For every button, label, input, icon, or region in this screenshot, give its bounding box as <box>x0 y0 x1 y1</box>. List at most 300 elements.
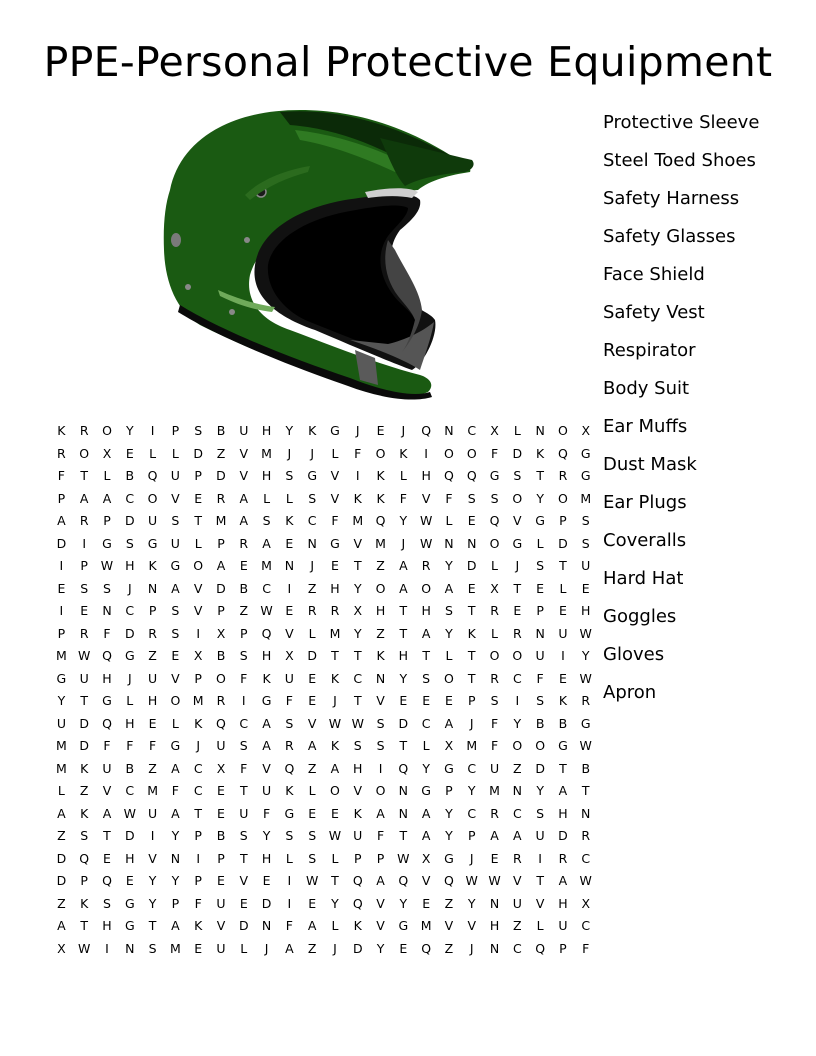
grid-letter: W <box>419 535 433 551</box>
grid-letter: L <box>126 693 134 708</box>
grid-letter: C <box>512 670 522 686</box>
grid-letter: N <box>489 940 500 956</box>
grid-letter: F <box>103 738 111 753</box>
grid-letter: D <box>79 738 90 753</box>
grid-letter: L <box>491 625 499 641</box>
grid-letter: P <box>171 423 180 438</box>
grid-letter: Y <box>399 513 408 528</box>
grid-letter: T <box>513 580 522 596</box>
grid-letter: X <box>102 445 112 461</box>
grid-letter: O <box>375 783 386 798</box>
grid-letter: L <box>57 783 65 798</box>
grid-letter: Y <box>331 895 339 911</box>
grid-letter: S <box>262 513 271 528</box>
grid-row <box>50 758 597 781</box>
grid-letter: P <box>467 693 476 708</box>
grid-letter: Z <box>216 445 226 461</box>
word-list-item: Safety Harness <box>603 188 740 209</box>
grid-letter: V <box>239 873 249 888</box>
grid-letter: E <box>558 670 567 686</box>
grid-letter: Y <box>467 895 476 911</box>
grid-letter: E <box>513 603 522 618</box>
grid-letter: M <box>261 558 272 573</box>
grid-letter: H <box>261 423 272 438</box>
grid-letter: D <box>512 445 523 461</box>
grid-letter: T <box>467 648 476 663</box>
grid-letter: O <box>558 423 568 438</box>
grid-letter: V <box>262 760 271 776</box>
grid-letter: U <box>239 423 249 438</box>
grid-letter: P <box>80 558 88 573</box>
grid-letter: R <box>79 513 89 528</box>
grid-letter: L <box>103 468 111 483</box>
grid-letter: D <box>261 895 272 911</box>
grid-letter: G <box>421 783 431 798</box>
grid-letter: H <box>125 715 135 731</box>
grid-letter: B <box>216 648 226 663</box>
grid-letter: T <box>331 873 339 888</box>
grid-letter: F <box>536 670 544 686</box>
grid-letter: E <box>57 580 66 596</box>
grid-letter: W <box>78 940 91 956</box>
word-list-item: Ear Muffs <box>603 416 688 437</box>
grid-letter: C <box>512 805 522 821</box>
grid-letter: W <box>78 648 91 663</box>
grid-letter: V <box>535 895 545 911</box>
grid-letter: U <box>216 738 226 753</box>
grid-letter: F <box>582 940 590 956</box>
grid-letter: F <box>354 445 362 461</box>
grid-letter: S <box>513 468 522 483</box>
grid-letter: O <box>421 580 432 596</box>
grid-letter: V <box>421 490 431 506</box>
word-list-item: Hard Hat <box>603 568 684 589</box>
grid-letter: I <box>424 445 428 461</box>
grid-letter: C <box>262 580 271 596</box>
grid-letter: E <box>376 423 385 438</box>
grid-letter: P <box>103 513 111 528</box>
grid-letter: F <box>171 783 179 798</box>
word-list-item: Gloves <box>603 644 665 665</box>
grid-letter: C <box>125 783 135 798</box>
grid-letter: O <box>512 738 523 753</box>
grid-letter: F <box>126 738 134 753</box>
grid-letter: E <box>239 558 248 573</box>
grid-letter: I <box>287 580 292 596</box>
grid-letter: R <box>581 828 591 843</box>
grid-letter: M <box>375 535 386 551</box>
grid-letter: K <box>285 513 294 528</box>
grid-letter: A <box>239 513 249 528</box>
grid-letter: V <box>239 445 249 461</box>
grid-letter: I <box>241 693 246 708</box>
grid-letter: I <box>150 828 155 843</box>
grid-letter: B <box>239 580 249 596</box>
grid-letter: C <box>581 850 591 866</box>
grid-letter: E <box>80 603 89 618</box>
grid-letter: Q <box>535 940 546 956</box>
grid-letter: T <box>148 918 157 933</box>
grid-letter: L <box>331 850 339 866</box>
grid-letter: N <box>398 783 409 798</box>
grid-letter: N <box>170 850 181 866</box>
grid-letter: D <box>56 850 67 866</box>
grid-letter: H <box>421 603 431 618</box>
grid-letter: T <box>80 468 89 483</box>
grid-row <box>50 555 597 578</box>
grid-letter: E <box>558 603 567 618</box>
grid-letter: L <box>445 513 453 528</box>
grid-letter: V <box>193 603 203 618</box>
grid-letter: J <box>310 558 314 573</box>
grid-letter: C <box>353 670 363 686</box>
grid-letter: E <box>103 850 111 866</box>
grid-letter: K <box>80 760 89 776</box>
grid-letter: A <box>307 738 317 753</box>
grid-letter: F <box>194 895 202 911</box>
grid-letter: V <box>285 625 294 641</box>
grid-letter: K <box>308 423 317 438</box>
grid-letter: S <box>285 828 294 843</box>
grid-letter: T <box>581 783 590 798</box>
grid-letter: O <box>79 445 90 461</box>
grid-letter: T <box>353 693 362 708</box>
grid-letter: L <box>422 738 430 753</box>
grid-letter: O <box>375 445 386 461</box>
grid-letter: Y <box>125 423 134 438</box>
grid-letter: Q <box>444 873 454 888</box>
grid-letter: E <box>467 513 476 528</box>
grid-letter: X <box>57 940 66 956</box>
grid-letter: F <box>399 490 407 506</box>
grid-letter: V <box>171 490 180 506</box>
grid-letter: H <box>330 580 340 596</box>
grid-letter: Y <box>581 648 590 663</box>
grid-letter: R <box>79 423 89 438</box>
grid-letter: D <box>307 648 317 663</box>
grid-letter: A <box>57 805 66 821</box>
grid-letter: E <box>331 558 339 573</box>
grid-letter: X <box>581 895 591 911</box>
grid-letter: E <box>171 648 180 663</box>
grid-letter: O <box>444 670 454 686</box>
grid-letter: U <box>102 760 112 776</box>
grid-letter: Y <box>445 558 453 573</box>
grid-letter: P <box>559 513 567 528</box>
grid-letter: K <box>80 805 89 821</box>
grid-letter: D <box>193 445 203 461</box>
grid-letter: K <box>80 895 89 911</box>
grid-letter: S <box>444 603 453 618</box>
grid-letter: T <box>353 648 362 663</box>
grid-letter: R <box>558 850 568 866</box>
grid-letter: A <box>558 873 568 888</box>
grid-letter: H <box>558 895 568 911</box>
grid-letter: T <box>422 648 430 663</box>
grid-letter: S <box>285 715 294 731</box>
grid-letter: E <box>194 490 203 506</box>
helmet-icon <box>150 100 480 405</box>
grid-letter: W <box>579 670 592 686</box>
grid-letter: Z <box>79 783 89 798</box>
grid-letter: A <box>171 805 180 821</box>
grid-letter: T <box>467 670 476 686</box>
grid-letter: R <box>490 603 499 618</box>
grid-letter: Q <box>261 625 272 641</box>
grid-letter: P <box>353 850 362 866</box>
grid-letter: N <box>307 535 317 551</box>
grid-letter: Q <box>398 873 409 888</box>
word-search-grid <box>50 420 597 960</box>
grid-letter: Z <box>148 648 157 663</box>
grid-letter: D <box>124 828 135 843</box>
grid-letter: J <box>469 850 474 866</box>
grid-letter: B <box>125 468 135 483</box>
grid-letter: T <box>194 513 202 528</box>
grid-letter: S <box>171 603 180 618</box>
grid-letter: V <box>353 783 363 798</box>
grid-letter: R <box>216 693 226 708</box>
grid-letter: F <box>331 513 339 528</box>
grid-letter: R <box>285 738 294 753</box>
grid-letter: C <box>581 918 591 933</box>
grid-letter: C <box>239 715 249 731</box>
grid-letter: K <box>148 558 157 573</box>
grid-letter: T <box>399 738 408 753</box>
word-list-item: Ear Plugs <box>603 492 687 513</box>
grid-letter: P <box>194 873 202 888</box>
grid-letter: E <box>536 580 545 596</box>
grid-letter: R <box>490 805 499 821</box>
grid-letter: W <box>579 873 592 888</box>
grid-letter: Y <box>262 828 271 843</box>
grid-letter: U <box>558 918 568 933</box>
grid-letter: W <box>397 850 410 866</box>
grid-letter: H <box>558 805 568 821</box>
grid-letter: Z <box>307 940 317 956</box>
grid-letter: G <box>102 535 112 551</box>
grid-letter: H <box>581 603 591 618</box>
grid-letter: Q <box>102 715 112 731</box>
grid-letter: X <box>581 423 591 438</box>
grid-row <box>50 623 597 646</box>
grid-row <box>50 578 597 601</box>
grid-letter: J <box>355 423 360 438</box>
grid-letter: D <box>216 580 226 596</box>
grid-letter: N <box>444 535 454 551</box>
grid-letter: J <box>287 445 292 461</box>
grid-letter: K <box>399 445 408 461</box>
grid-letter: K <box>57 423 66 438</box>
grid-letter: E <box>217 805 225 821</box>
grid-letter: E <box>422 895 431 911</box>
grid-letter: F <box>285 918 293 933</box>
grid-letter: Y <box>171 828 180 843</box>
grid-letter: V <box>444 918 454 933</box>
grid-letter: G <box>261 693 272 708</box>
grid-letter: A <box>558 783 568 798</box>
grid-letter: N <box>581 805 591 821</box>
grid-letter: J <box>127 580 132 596</box>
grid-letter: I <box>82 535 87 551</box>
grid-row <box>50 780 597 803</box>
grid-letter: S <box>239 738 248 753</box>
grid-letter: P <box>467 828 476 843</box>
grid-row <box>50 443 597 466</box>
grid-letter: P <box>559 940 567 956</box>
grid-letter: N <box>375 670 386 686</box>
grid-letter: F <box>262 805 271 821</box>
grid-letter: L <box>308 625 316 641</box>
grid-letter: G <box>330 423 340 438</box>
grid-letter: T <box>399 625 408 641</box>
grid-letter: G <box>124 648 135 663</box>
grid-letter: A <box>376 873 385 888</box>
grid-letter: P <box>240 625 248 641</box>
grid-letter: S <box>239 828 248 843</box>
grid-letter: Y <box>399 895 408 911</box>
grid-letter: U <box>170 535 180 551</box>
grid-letter: Y <box>445 805 453 821</box>
grid-letter: T <box>536 468 544 483</box>
grid-letter: V <box>148 850 157 866</box>
grid-letter: I <box>515 693 520 708</box>
grid-letter: E <box>262 873 271 888</box>
grid-letter: N <box>398 805 409 821</box>
grid-letter: U <box>216 940 226 956</box>
grid-letter: C <box>193 760 203 776</box>
grid-letter: L <box>513 423 521 438</box>
grid-letter: I <box>196 850 201 866</box>
grid-letter: X <box>216 760 226 776</box>
grid-letter: H <box>125 850 135 866</box>
grid-letter: W <box>100 558 114 573</box>
grid-letter: D <box>558 828 568 843</box>
grid-letter: Z <box>444 940 454 956</box>
grid-letter: P <box>57 490 66 506</box>
grid-letter: L <box>308 783 316 798</box>
grid-letter: O <box>489 648 500 663</box>
grid-row <box>50 713 597 736</box>
word-list-item: Coveralls <box>603 530 687 551</box>
grid-letter: P <box>148 603 157 618</box>
grid-letter: I <box>287 873 292 888</box>
grid-letter: Q <box>444 468 454 483</box>
grid-letter: D <box>56 535 67 551</box>
grid-letter: M <box>147 783 158 798</box>
grid-letter: S <box>308 828 317 843</box>
grid-letter: U <box>261 783 272 798</box>
grid-letter: K <box>376 468 385 483</box>
grid-letter: Q <box>102 648 112 663</box>
grid-letter: D <box>238 918 249 933</box>
grid-letter: A <box>376 805 385 821</box>
grid-letter: A <box>444 715 454 731</box>
grid-letter: H <box>102 670 112 686</box>
grid-letter: L <box>536 535 544 551</box>
grid-letter: H <box>125 558 135 573</box>
grid-letter: Z <box>307 760 317 776</box>
grid-letter: O <box>193 558 204 573</box>
grid-letter: M <box>352 513 364 528</box>
grid-letter: T <box>80 918 89 933</box>
grid-letter: S <box>194 423 203 438</box>
grid-letter: B <box>581 760 591 776</box>
grid-letter: R <box>512 850 522 866</box>
grid-letter: H <box>375 603 386 618</box>
grid-letter: M <box>489 783 500 798</box>
grid-letter: T <box>353 558 362 573</box>
grid-letter: K <box>558 693 568 708</box>
grid-letter: P <box>445 783 453 798</box>
grid-letter: W <box>328 715 342 731</box>
grid-letter: E <box>308 805 317 821</box>
grid-letter: Z <box>57 828 66 843</box>
grid-letter: O <box>147 490 158 506</box>
grid-letter: I <box>150 423 155 438</box>
grid-letter: U <box>239 805 249 821</box>
grid-letter: Q <box>352 895 363 911</box>
grid-letter: G <box>444 760 454 776</box>
grid-letter: W <box>488 873 501 888</box>
grid-letter: D <box>558 535 568 551</box>
grid-letter: S <box>422 670 431 686</box>
grid-letter: E <box>125 873 134 888</box>
grid-letter: M <box>261 445 272 461</box>
grid-letter: N <box>535 423 545 438</box>
grid-letter: G <box>170 738 181 753</box>
grid-letter: Y <box>536 783 544 798</box>
grid-letter: S <box>376 738 385 753</box>
grid-letter: W <box>351 715 364 731</box>
grid-letter: A <box>513 828 522 843</box>
grid-letter: E <box>399 940 408 956</box>
grid-letter: S <box>308 490 317 506</box>
grid-letter: N <box>261 918 272 933</box>
grid-letter: N <box>489 895 500 911</box>
grid-letter: P <box>171 895 180 911</box>
grid-letter: G <box>307 468 317 483</box>
grid-letter: F <box>57 468 65 483</box>
grid-letter: G <box>580 715 591 731</box>
grid-letter: H <box>261 850 272 866</box>
grid-row <box>50 893 597 916</box>
grid-letter: D <box>398 715 409 731</box>
word-list-item: Safety Vest <box>603 302 705 323</box>
page-title: PPE-Personal Protective Equipment <box>43 38 773 86</box>
grid-letter: S <box>171 513 180 528</box>
grid-letter: Z <box>239 603 249 618</box>
grid-letter: E <box>217 783 225 798</box>
grid-letter: A <box>421 805 431 821</box>
grid-letter: S <box>125 535 134 551</box>
grid-letter: U <box>79 670 89 686</box>
grid-letter: U <box>581 558 591 573</box>
grid-letter: O <box>512 648 523 663</box>
grid-letter: O <box>170 693 181 708</box>
grid-letter: V <box>102 783 112 798</box>
grid-letter: Y <box>376 940 385 956</box>
grid-letter: Q <box>352 873 363 888</box>
word-list-item: Respirator <box>603 340 696 361</box>
grid-row <box>50 533 597 556</box>
grid-letter: J <box>310 445 314 461</box>
grid-letter: E <box>444 693 453 708</box>
grid-letter: A <box>171 918 180 933</box>
grid-letter: P <box>217 535 225 551</box>
grid-letter: P <box>80 873 88 888</box>
grid-letter: Z <box>376 625 385 641</box>
